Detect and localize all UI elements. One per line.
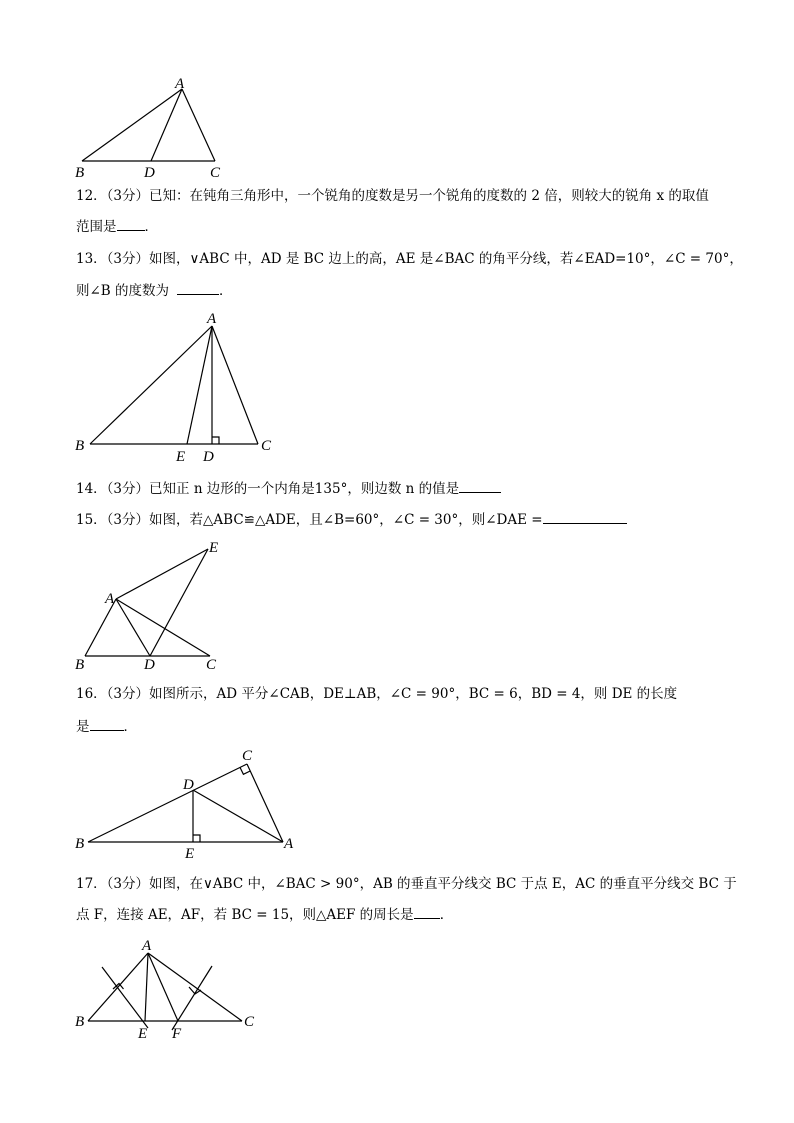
label-b: B xyxy=(75,657,85,673)
question-14 xyxy=(76,478,501,499)
question-17-line1 xyxy=(76,874,737,894)
right-angle-mark-e xyxy=(193,835,200,842)
segment-ab xyxy=(90,326,212,444)
segment-ac xyxy=(116,599,210,656)
label-b: B xyxy=(75,1014,85,1030)
label-a: A xyxy=(142,938,152,954)
question-16-number: 16．（3分） xyxy=(76,686,150,702)
label-a: A xyxy=(207,311,217,327)
question-13-end: ． xyxy=(219,283,233,299)
label-b: B xyxy=(75,165,85,181)
label-d: D xyxy=(144,657,155,673)
question-17-text-2: 点 F，连接 AE，AF，若 BC = 15，则△AEF 的周长是 xyxy=(76,907,414,923)
label-b: B xyxy=(75,836,85,852)
answer-blank-14[interactable] xyxy=(459,478,501,493)
question-14-text: 已知正 n 边形的一个内角是135°，则边数 n 的值是 xyxy=(149,481,460,497)
label-b: B xyxy=(75,438,85,454)
segment-ad xyxy=(193,790,283,842)
segment-bc xyxy=(88,764,247,842)
label-f: F xyxy=(172,1026,182,1042)
label-a: A xyxy=(284,836,294,852)
label-d: D xyxy=(144,165,155,181)
question-12-text-2: 范围是 xyxy=(76,219,117,235)
label-a: A xyxy=(105,591,115,607)
segment-ab xyxy=(85,599,116,656)
label-e: E xyxy=(185,846,195,862)
question-13-text: 如图，∨ABC 中，AD 是 BC 边上的高，AE 是∠BAC 的角平分线，若∠EAD=10°，∠C = 70°， xyxy=(149,251,743,267)
figure-perpendicular-bisectors xyxy=(70,932,270,1044)
question-17-line2 xyxy=(76,904,453,925)
segment-ca xyxy=(247,764,283,842)
answer-blank-13[interactable] xyxy=(177,280,219,295)
label-e: E xyxy=(176,449,186,465)
question-17-end: ． xyxy=(439,907,454,923)
segment-ac xyxy=(212,326,258,444)
label-c: C xyxy=(261,438,272,454)
segment-ad xyxy=(116,599,150,656)
figure-angle-bisector xyxy=(70,744,310,862)
question-15-number: 15．（3分） xyxy=(76,512,150,528)
question-12-number: 12．（3分） xyxy=(76,188,150,204)
segment-ab xyxy=(88,953,148,1021)
figure-congruent-triangles xyxy=(70,536,240,672)
label-c: C xyxy=(206,657,217,673)
question-13-line1 xyxy=(76,249,743,269)
question-12-text: 已知：在钝角三角形中，一个锐角的度数是另一个锐角的度数的 2 倍，则较大的锐角 x 的取值 xyxy=(149,188,709,204)
segment-ae xyxy=(145,953,148,1021)
label-d: D xyxy=(183,777,194,793)
question-16-text-2: 是 xyxy=(76,719,90,735)
label-c: C xyxy=(210,165,221,181)
answer-blank-17[interactable] xyxy=(414,904,440,919)
answer-blank-15[interactable] xyxy=(543,509,627,524)
question-16-line2 xyxy=(76,716,137,737)
label-a: A xyxy=(175,76,185,92)
segment-ac xyxy=(148,953,242,1021)
question-15 xyxy=(76,509,627,530)
question-17-text: 如图，在∨ABC 中，∠BAC > 90°，AB 的垂直平分线交 BC 于点 E，AC 的垂直平分线交 BC 于 xyxy=(149,876,737,892)
segment-ac xyxy=(182,89,215,161)
question-13-text-2: 则∠B 的度数为 xyxy=(76,283,170,299)
label-d: D xyxy=(203,449,214,465)
question-16-line1 xyxy=(76,684,677,704)
question-16-text: 如图所示，AD 平分∠CAB，DE⊥AB，∠C = 90°，BC = 6，BD = 4，则 DE 的长度 xyxy=(149,686,678,702)
right-angle-mark xyxy=(212,437,219,444)
answer-blank-12[interactable] xyxy=(117,216,145,231)
label-c: C xyxy=(244,1014,255,1030)
question-12-line2 xyxy=(76,216,158,237)
answer-blank-16[interactable] xyxy=(90,716,124,731)
label-e: E xyxy=(138,1026,148,1042)
question-16-end: ． xyxy=(123,719,137,735)
question-13-line2 xyxy=(76,280,233,301)
figure-triangle-abd xyxy=(70,74,230,180)
question-14-number: 14．（3分） xyxy=(76,481,150,497)
question-15-text: 如图，若△ABC≌△ADE，且∠B=60°，∠C = 30°，则∠DAE = xyxy=(149,512,543,528)
label-c: C xyxy=(242,748,253,764)
segment-ae xyxy=(187,326,212,444)
label-e: E xyxy=(209,540,219,556)
question-13-number: 13．（3分） xyxy=(76,251,150,267)
question-12-end: ． xyxy=(144,219,158,235)
question-12-line1 xyxy=(76,186,709,206)
figure-triangle-abc-altitude xyxy=(70,306,290,466)
question-17-number: 17．（3分） xyxy=(76,876,150,892)
